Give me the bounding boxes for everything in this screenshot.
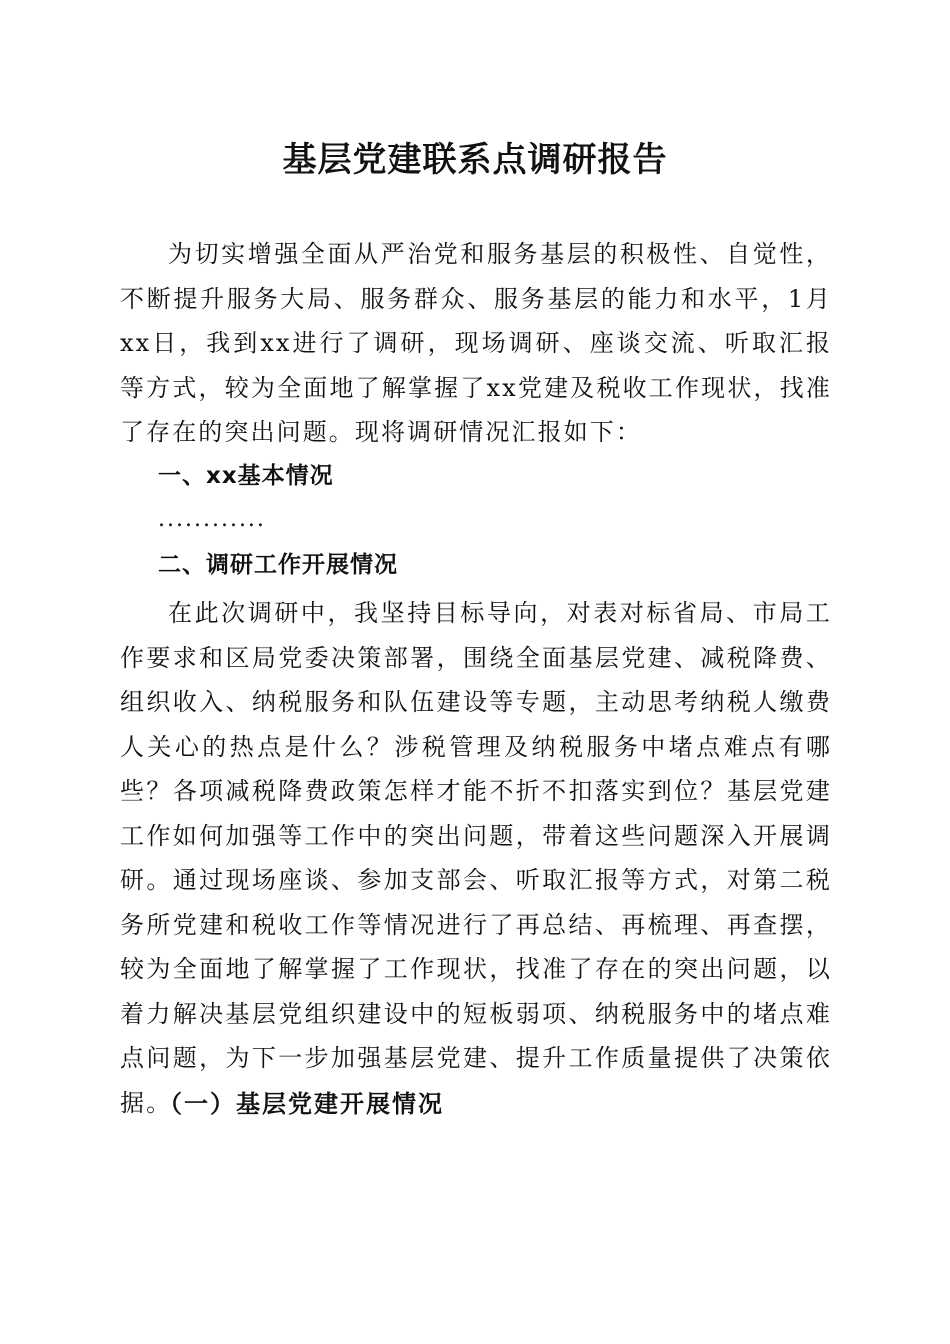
section-2-paragraph: 在此次调研中，我坚持目标导向，对表对标省局、市局工作要求和区局党委决策部署，围绕全面基层党建、减税降费、组织收入、纳税服务和队伍建设等专题，主动思考纳税人缴费人关心的热点是什么？涉税管理及纳税服务中堵点难点有哪些？各项减税降费政策怎样才能不折不扣落实到位？基层党建工作如何加强等工作中的突出问题，带着这些问题深入开展调研。通过现场座谈、参加支部会、听取汇报等方式，对第二税务所党建和税收工作等情况进行了再总结、再梳理、再查摆，较为全面地了解掌握了工作现状，找准了存在的突出问题，以着力解决基层党组织建设中的短板弱项、纳税服务中的堵点难点问题，为下一步加强基层党建、提升工作质量提供了决策依据。 <box>120 599 832 1117</box>
intro-paragraph: 为切实增强全面从严治党和服务基层的积极性、自觉性，不断提升服务大局、服务群众、服务基层的能力和水平，1月xx日，我到xx进行了调研，现场调研、座谈交流、听取汇报等方式，较为全面地了解掌握了xx党建及税收工作现状，找准了存在的突出问题。现将调研情况汇报如下： <box>120 240 832 446</box>
section-2-heading: 二、调研工作开展情况 <box>158 552 398 578</box>
section-1-heading: 一、xx基本情况 <box>158 463 334 489</box>
document-title: 基层党建联系点调研报告 <box>282 140 668 180</box>
subsection-1-heading: （一）基层党建开展情况 <box>158 1089 444 1118</box>
section-1-ellipsis: ............ <box>158 507 266 532</box>
